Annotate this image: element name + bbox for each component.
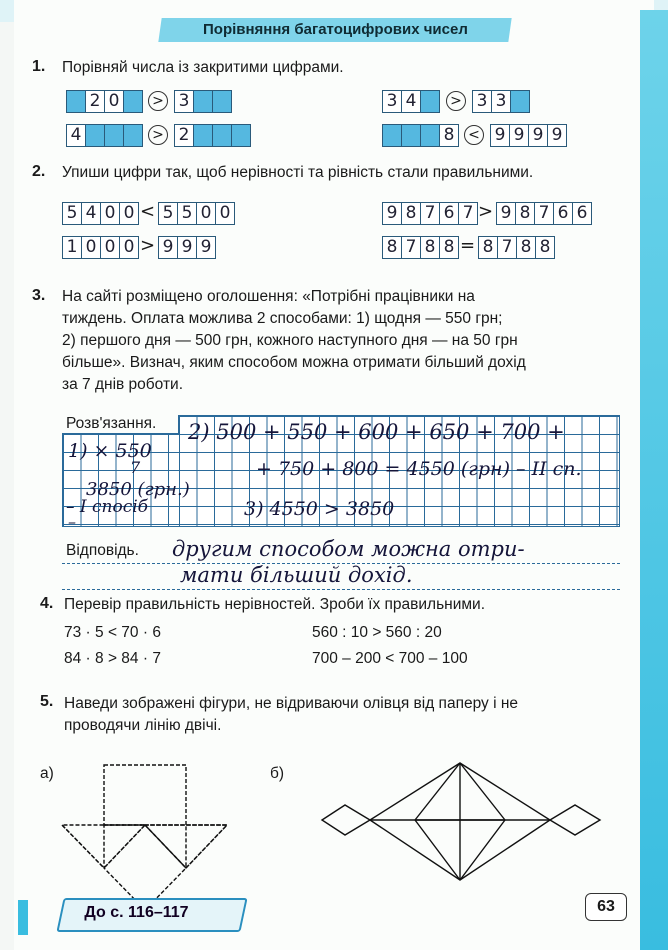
digit-cell[interactable]: 0 — [100, 236, 120, 259]
digit-cell[interactable]: 7 — [401, 236, 421, 259]
task3-line: 2) першого дня — 500 грн, кожного наступного дня — на 50 грн — [62, 332, 518, 349]
digit-cell[interactable]: 3 — [472, 90, 492, 113]
digit-cell[interactable] — [85, 124, 105, 147]
digit-cell[interactable] — [193, 124, 213, 147]
digit-cell[interactable] — [420, 90, 440, 113]
digit-cell[interactable]: 4 — [81, 202, 101, 225]
digit-cells — [382, 124, 458, 147]
footer-ref — [56, 898, 247, 932]
comparison-sign[interactable]: = — [460, 235, 476, 256]
digit-cells — [158, 236, 215, 259]
digit-cell[interactable] — [212, 124, 232, 147]
digit-cell[interactable]: 8 — [420, 236, 440, 259]
digit-cell[interactable]: 9 — [196, 236, 216, 259]
digit-cell[interactable]: 7 — [534, 202, 554, 225]
digit-cell[interactable]: 4 — [66, 124, 86, 147]
digit-cell[interactable]: 8 — [515, 202, 535, 225]
hw-line-6: – I спосіб — [66, 497, 149, 517]
figure-b[interactable] — [322, 763, 600, 880]
digit-cell[interactable]: 9 — [496, 202, 516, 225]
task3-line: за 7 днів роботи. — [62, 376, 184, 393]
task3-line: тиждень. Оплата можлива 2 способами: 1) щодня — 550 грн; — [62, 310, 503, 327]
task2-text: Упиши цифри так, щоб нерівності та рівність стали правильними. — [62, 164, 534, 181]
digit-cell[interactable] — [510, 90, 530, 113]
digit-cells — [174, 124, 250, 147]
digit-cells — [62, 236, 138, 259]
digit-cell[interactable] — [104, 124, 124, 147]
task2-number: 2. — [32, 163, 46, 180]
digit-cell[interactable]: 1 — [62, 236, 82, 259]
digit-cell[interactable] — [420, 124, 440, 147]
digit-cell[interactable]: 2 — [85, 90, 105, 113]
digit-cells — [496, 202, 591, 225]
digit-cell[interactable] — [231, 124, 251, 147]
task5-line: Наведи зображені фігури, не відриваючи олівця від паперу і не — [64, 695, 519, 712]
digit-cell[interactable]: 9 — [382, 202, 402, 225]
digit-cell[interactable]: 3 — [174, 90, 194, 113]
digit-cells — [478, 236, 554, 259]
solution-label: Розв'язання. — [66, 415, 157, 432]
comparison-sign[interactable]: > — [478, 201, 494, 222]
digit-cell[interactable]: 9 — [528, 124, 548, 147]
digit-cell[interactable]: 0 — [81, 236, 101, 259]
task3-number: 3. — [32, 287, 46, 304]
digit-cell[interactable]: 8 — [516, 236, 536, 259]
task4-item: 700 – 200 < 700 – 100 — [312, 650, 468, 667]
answer-hw-2: мати більший дохід. — [180, 563, 413, 587]
task5-number: 5. — [40, 693, 54, 710]
digit-cells — [158, 202, 234, 225]
digit-cell[interactable]: 0 — [104, 90, 124, 113]
digit-cell[interactable]: 8 — [439, 124, 459, 147]
footer-stripe — [18, 900, 28, 935]
digit-cells — [382, 236, 458, 259]
hw-line-2: 1) × 550 — [68, 440, 152, 462]
digit-cell[interactable]: 9 — [158, 236, 178, 259]
digit-cell[interactable]: 9 — [509, 124, 529, 147]
digit-cells — [472, 90, 529, 113]
page-number: 63 — [585, 893, 627, 921]
comparison-sign[interactable]: > — [446, 91, 466, 111]
digit-cell[interactable]: 7 — [458, 202, 478, 225]
digit-cell[interactable]: 5 — [62, 202, 82, 225]
digit-cells — [382, 90, 439, 113]
digit-cell[interactable]: 8 — [478, 236, 498, 259]
digit-cell[interactable]: 5 — [158, 202, 178, 225]
hw-line-5: 3850 (грн.) — [86, 479, 190, 500]
digit-cell[interactable]: 5 — [177, 202, 197, 225]
digit-cell[interactable]: 8 — [401, 202, 421, 225]
digit-cells — [490, 124, 566, 147]
digit-cells — [382, 202, 477, 225]
task4-item: 560 : 10 > 560 : 20 — [312, 624, 442, 641]
task3-line: На сайті розміщено оголошення: «Потрібні працівники на — [62, 288, 475, 305]
task3-line: більше». Визнач, яким способом можна отримати більший дохід — [62, 354, 526, 371]
hw-line-3: 7 — [130, 458, 141, 477]
digit-cell[interactable] — [66, 90, 86, 113]
digit-cell[interactable] — [123, 90, 143, 113]
comparison-sign[interactable]: < — [464, 125, 484, 145]
figure-b-label: б) — [270, 765, 285, 782]
comparison-sign[interactable]: < — [140, 201, 156, 222]
digit-cell[interactable]: 7 — [497, 236, 517, 259]
digit-cell[interactable] — [382, 124, 402, 147]
digit-cell[interactable]: 9 — [490, 124, 510, 147]
digit-cell[interactable]: 2 — [174, 124, 194, 147]
task4-text: Перевір правильність нерівностей. Зроби їх правильними. — [64, 596, 486, 613]
digit-cell[interactable]: 4 — [401, 90, 421, 113]
hw-line-4: + 750 + 800 = 4550 (грн) – II сп. — [256, 458, 582, 480]
task4-number: 4. — [40, 595, 54, 612]
footer-text: До с. 116–117 — [84, 904, 189, 921]
digit-cell[interactable]: 3 — [491, 90, 511, 113]
digit-cell[interactable] — [193, 90, 213, 113]
digit-cells — [174, 90, 231, 113]
task4-item: 84 · 8 > 84 · 7 — [64, 650, 161, 667]
digit-cell[interactable] — [123, 124, 143, 147]
figure-a-label: а) — [40, 765, 54, 782]
digit-cell[interactable]: 0 — [119, 236, 139, 259]
digit-cell[interactable] — [212, 90, 232, 113]
digit-cell[interactable] — [401, 124, 421, 147]
answer-label: Відповідь. — [66, 542, 139, 559]
digit-cell[interactable]: 6 — [439, 202, 459, 225]
digit-cell[interactable]: 6 — [572, 202, 592, 225]
digit-cell[interactable]: 0 — [100, 202, 120, 225]
digit-cell[interactable]: 8 — [439, 236, 459, 259]
page-title-text: Порівняння багатоцифрових чисел — [202, 21, 468, 38]
figure-a[interactable] — [62, 765, 227, 910]
digit-cells — [66, 90, 142, 113]
digit-cell[interactable]: 9 — [547, 124, 567, 147]
comparison-sign[interactable]: > — [148, 91, 168, 111]
digit-cells — [66, 124, 142, 147]
digit-cells — [62, 202, 138, 225]
comparison-sign[interactable]: > — [140, 235, 156, 256]
task1-text: Порівняй числа із закритими цифрами. — [62, 59, 344, 76]
digit-cell[interactable]: 0 — [119, 202, 139, 225]
digit-cell[interactable]: 8 — [382, 236, 402, 259]
hw-line-1: 2) 500 + 550 + 600 + 650 + 700 + — [188, 420, 565, 444]
comparison-sign[interactable]: > — [148, 125, 168, 145]
hw-line-8: – — [68, 512, 76, 531]
digit-cell[interactable]: 0 — [196, 202, 216, 225]
task5-line: проводячи лінію двічі. — [64, 717, 222, 734]
digit-cell[interactable]: 8 — [535, 236, 555, 259]
answer-hw-1: другим способом можна отри- — [172, 537, 525, 561]
hw-line-7: 3) 4550 > 3850 — [244, 498, 395, 520]
digit-cell[interactable]: 7 — [420, 202, 440, 225]
digit-cell[interactable]: 3 — [382, 90, 402, 113]
digit-cell[interactable]: 6 — [553, 202, 573, 225]
digit-cell[interactable]: 9 — [177, 236, 197, 259]
task1-number: 1. — [32, 58, 46, 75]
task4-item: 73 · 5 < 70 · 6 — [64, 624, 161, 641]
digit-cell[interactable]: 0 — [215, 202, 235, 225]
